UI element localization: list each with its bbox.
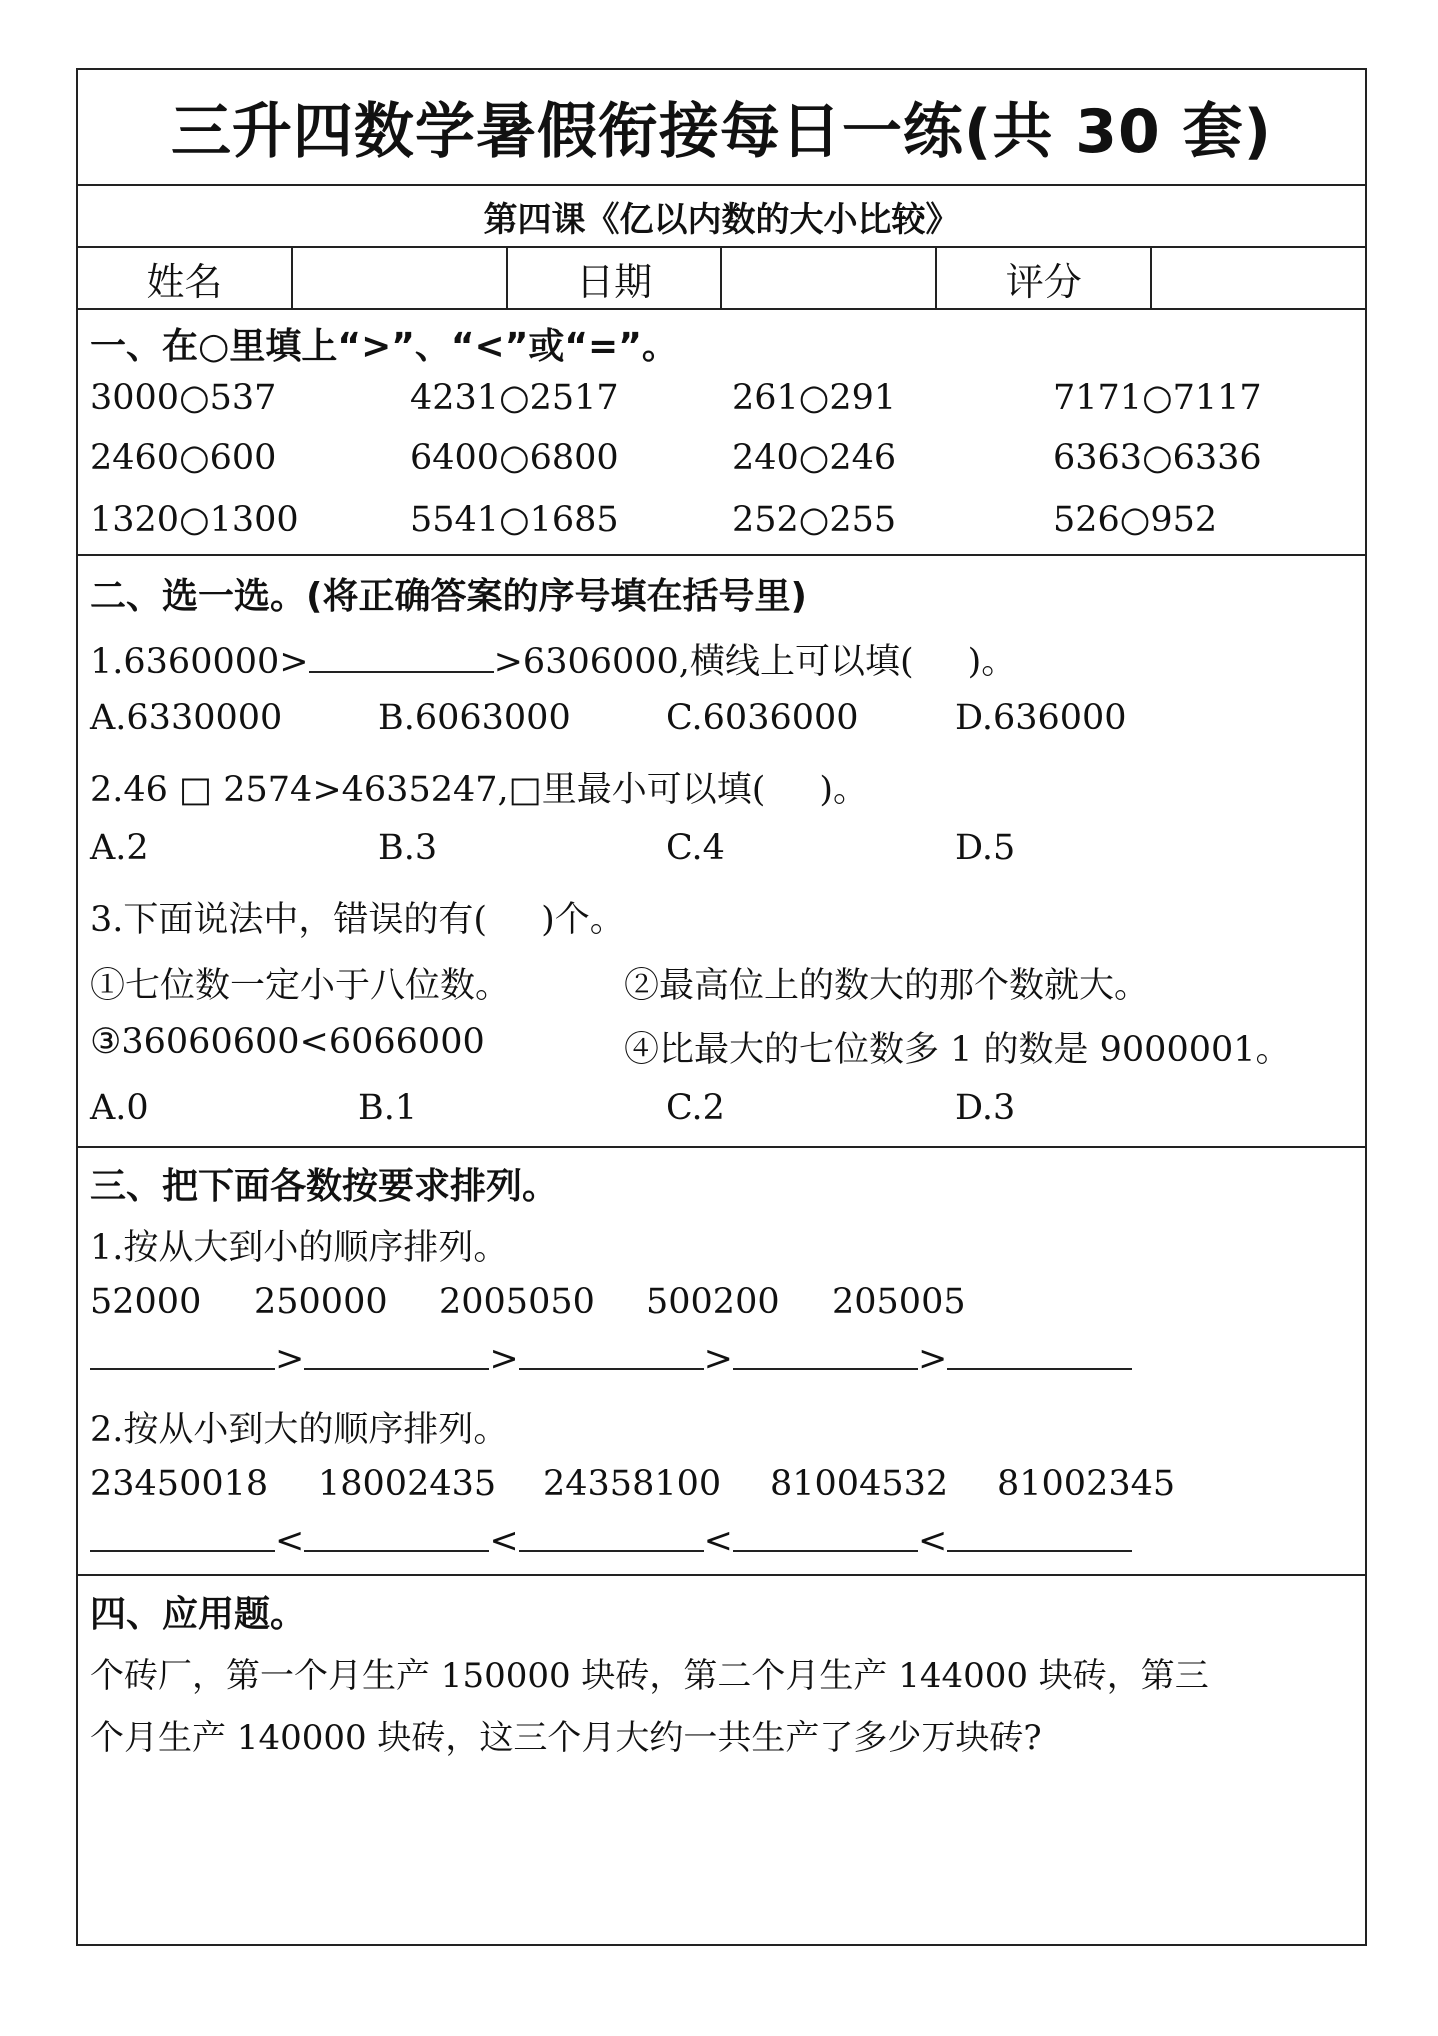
order-q1-blank[interactable]: [947, 1338, 1132, 1370]
compare-item[interactable]: 2460○600: [90, 438, 277, 478]
compare-item[interactable]: 6400○6800: [410, 438, 619, 478]
worksheet-title: 三升四数学暑假衔接每日一练(共 30 套): [170, 97, 1273, 167]
q3-option-b[interactable]: B.1: [358, 1088, 418, 1128]
order-q2-blank[interactable]: [519, 1520, 704, 1552]
subtitle-row: [78, 186, 1365, 248]
question-2: [90, 762, 868, 812]
q3-option-a[interactable]: A.0: [90, 1088, 149, 1128]
q1-option-a[interactable]: A.6330000: [90, 698, 283, 738]
compare-item[interactable]: 7171○7117: [1053, 378, 1262, 418]
name-label: 姓名: [78, 248, 293, 308]
order-q1-blank[interactable]: [304, 1338, 489, 1370]
less-sign: <: [489, 1521, 519, 1561]
order-q1-blank[interactable]: [90, 1338, 275, 1370]
order-q1-blank[interactable]: [519, 1338, 704, 1370]
order-q1-number: 52000: [90, 1282, 202, 1322]
order-q1-number: 205005: [832, 1282, 966, 1322]
q1-option-d[interactable]: D.636000: [955, 698, 1127, 738]
q2-option-d[interactable]: D.5: [955, 828, 1016, 868]
compare-item[interactable]: 240○246: [732, 438, 897, 478]
compare-item[interactable]: 261○291: [732, 378, 897, 418]
order-q1-number: 2005050: [439, 1282, 595, 1322]
section2-heading: 二、选一选。(将正确答案的序号填在括号里): [90, 576, 807, 617]
compare-item[interactable]: 4231○2517: [410, 378, 619, 418]
q3-text-end: )个。: [541, 900, 625, 940]
worksheet: [76, 68, 1367, 1946]
q3-option-d[interactable]: D.3: [955, 1088, 1016, 1128]
q2-option-a[interactable]: A.2: [90, 828, 149, 868]
section1-heading: 一、在○里填上“>”、“<”或“=”。: [90, 326, 678, 367]
order-q1-blank[interactable]: [733, 1338, 918, 1370]
question-1: [90, 634, 1016, 684]
order-q2-number: 81002345: [997, 1464, 1176, 1504]
compare-item[interactable]: 526○952: [1053, 500, 1218, 540]
compare-item[interactable]: 5541○1685: [410, 500, 619, 540]
greater-sign: >: [703, 1339, 733, 1379]
answer-area[interactable]: [90, 1766, 1353, 1936]
title-row: [78, 70, 1365, 186]
word-problem-line-1: 个砖厂，第一个月生产 150000 块砖，第二个月生产 144000 块砖，第三: [90, 1656, 1209, 1696]
q3-statement-3: ③36060600<6066000: [90, 1022, 485, 1062]
order-q2-label: 2.按从小到大的顺序排列。: [90, 1410, 509, 1450]
order-q2-number: 18002435: [318, 1464, 497, 1504]
q1-blank[interactable]: [309, 641, 494, 673]
q1-option-c[interactable]: C.6036000: [666, 698, 859, 738]
section-word-problem: [78, 1576, 1365, 1948]
score-label: 评分: [937, 248, 1152, 308]
q1-option-b[interactable]: B.6063000: [378, 698, 571, 738]
order-q2-blank[interactable]: [733, 1520, 918, 1552]
question-3: [90, 892, 625, 942]
date-label: 日期: [508, 248, 723, 308]
compare-item[interactable]: 6363○6336: [1053, 438, 1262, 478]
q3-statement-1: ①七位数一定小于八位数。: [90, 966, 511, 1006]
name-field[interactable]: [293, 248, 508, 308]
q2-text-start: 2.46 □ 2574>4635247,□里最小可以填(: [90, 770, 766, 810]
score-field[interactable]: [1152, 248, 1365, 308]
less-sign: <: [703, 1521, 733, 1561]
lesson-title: 第四课《亿以内数的大小比较》: [483, 199, 960, 240]
order-q2-number: 81004532: [770, 1464, 949, 1504]
q2-text-end: )。: [819, 770, 869, 810]
order-q2-answer-row: [90, 1520, 1132, 1561]
order-q2-blank[interactable]: [947, 1520, 1132, 1552]
q3-text-start: 3.下面说法中，错误的有(: [90, 900, 488, 940]
q2-option-c[interactable]: C.4: [666, 828, 725, 868]
q3-option-c[interactable]: C.2: [666, 1088, 725, 1128]
q1-text-end: )。: [967, 642, 1017, 682]
greater-sign: >: [917, 1339, 948, 1379]
order-q2-blank[interactable]: [90, 1520, 275, 1552]
order-q1-number: 250000: [254, 1282, 388, 1322]
q2-option-b[interactable]: B.3: [378, 828, 438, 868]
greater-sign: >: [489, 1339, 519, 1379]
less-sign: <: [917, 1521, 948, 1561]
q3-statement-4: ④比最大的七位数多 1 的数是 9000001。: [624, 1030, 1291, 1070]
section4-heading: 四、应用题。: [90, 1594, 307, 1635]
word-problem-line-2: 个月生产 140000 块砖，这三个月大约一共生产了多少万块砖?: [90, 1718, 1042, 1758]
section3-heading: 三、把下面各数按要求排列。: [90, 1166, 559, 1207]
q1-text-start: 1.6360000>: [90, 642, 309, 682]
order-q1-answer-row: [90, 1338, 1132, 1379]
section-ordering: [78, 1148, 1365, 1576]
order-q1-number: 500200: [646, 1282, 780, 1322]
less-sign: <: [275, 1521, 305, 1561]
compare-item[interactable]: 3000○537: [90, 378, 277, 418]
section-compare: [78, 310, 1365, 556]
date-field[interactable]: [722, 248, 937, 308]
order-q2-blank[interactable]: [304, 1520, 489, 1552]
compare-item[interactable]: 252○255: [732, 500, 897, 540]
section-multiple-choice: [78, 556, 1365, 1148]
info-row: [78, 248, 1365, 310]
order-q2-number: 23450018: [90, 1464, 269, 1504]
q1-text-mid: >6306000,横线上可以填(: [493, 642, 914, 682]
order-q2-number: 24358100: [543, 1464, 722, 1504]
order-q1-label: 1.按从大到小的顺序排列。: [90, 1228, 509, 1268]
compare-item[interactable]: 1320○1300: [90, 500, 299, 540]
greater-sign: >: [275, 1339, 305, 1379]
q3-statement-2: ②最高位上的数大的那个数就大。: [624, 966, 1150, 1006]
